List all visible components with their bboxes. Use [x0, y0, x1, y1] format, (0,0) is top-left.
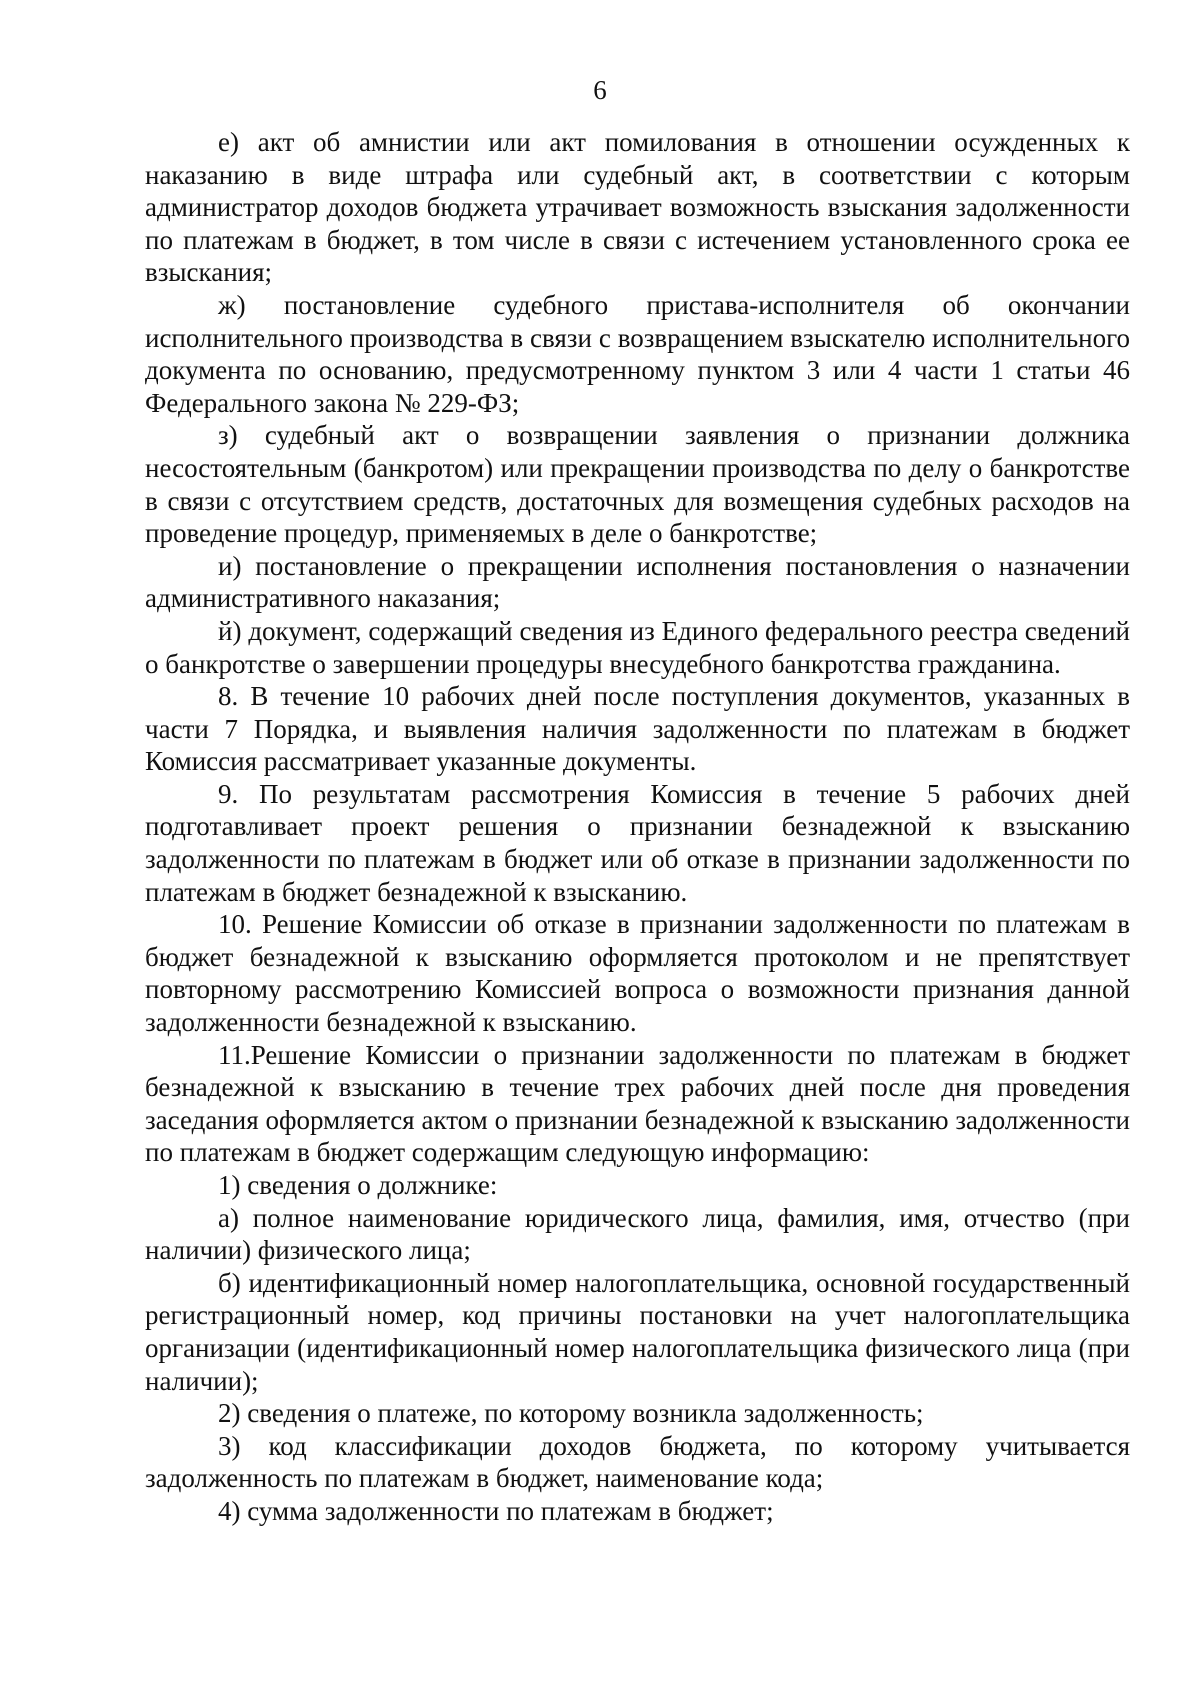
paragraph-subitem-4: 4) сумма задолженности по платежам в бюджет; — [218, 1495, 774, 1526]
paragraph-subitem-b: б) идентификационный номер налогоплательщика, основной государственный регистрационный номер, код причины постановки на учет налогоплательщика организации (идентификационный номер налогоплательщика физического лица (при наличии); — [145, 1267, 1130, 1396]
paragraph-item-i: и) постановление о прекращении исполнения постановления о назначении административного наказания; — [145, 550, 1130, 614]
paragraph-subitem-a: а) полное наименование юридического лица, фамилия, имя, отчество (при наличии) физического лица; — [145, 1202, 1130, 1266]
paragraph-item-zh: ж) постановление судебного пристава-исполнителя об окончании исполнительного производства в связи с возвращением взыскателю исполнительного документа по основанию, предусмотренному пунктом 3 или 4 части 1 статьи 46 Федерального закона № 229-ФЗ; — [145, 289, 1130, 418]
paragraph-item-z: з) судебный акт о возвращении заявления о признании должника несостоятельным (банкротом) или прекращении производства по делу о банкротстве в связи с отсутствием средств, достаточных для возмещения судебных расходов на проведение процедур, применяемых в деле о банкротстве; — [145, 420, 1130, 549]
paragraph-clause-9: 9. По результатам рассмотрения Комиссия в течение 5 рабочих дней подготавливает проект решения о признании безнадежной к взысканию задолженности по платежам в бюджет или об отказе в признании задолженности по платежам в бюджет безнадежной к взысканию. — [145, 778, 1130, 907]
paragraph-item-e: е) акт об амнистии или акт помилования в отношении осужденных к наказанию в виде штрафа или судебный акт, в соответствии с которым администратор доходов бюджета утрачивает возможность взыскания задолженности по платежам в бюджет, в том числе в связи с истечением установленного срока ее взыскания; — [145, 127, 1130, 288]
paragraph-clause-11: 11.Решение Комиссии о признании задолженности по платежам в бюджет безнадежной к взысканию в течение трех рабочих дней после дня проведения заседания оформляется актом о признании безнадежной к взысканию задолженности по платежам в бюджет содержащим следующую информацию: — [145, 1039, 1130, 1168]
paragraph-clause-10: 10. Решение Комиссии об отказе в признании задолженности по платежам в бюджет безнадежной к взысканию оформляется протоколом и не препятствует повторному рассмотрению Комиссией вопроса о возможности признания данной задолженности безнадежной к взысканию. — [145, 909, 1130, 1038]
document-body — [145, 126, 1130, 1528]
paragraph-clause-8: 8. В течение 10 рабочих дней после поступления документов, указанных в части 7 Порядка, и выявления наличия задолженности по платежам в бюджет Комиссия рассматривает указанные документы. — [145, 681, 1130, 777]
paragraph-subitem-2: 2) сведения о платеже, по которому возникла задолженность; — [218, 1398, 924, 1429]
paragraph-item-iy: й) документ, содержащий сведения из Единого федерального реестра сведений о банкротстве о завершении процедуры внесудебного банкротства гражданина. — [145, 615, 1130, 679]
page-number: 6 — [593, 75, 607, 105]
paragraph-subitem-3: 3) код классификации доходов бюджета, по которому учитывается задолженность по платежам в бюджет, наименование кода; — [145, 1430, 1130, 1494]
paragraph-subitem-1: 1) сведения о должнике: — [218, 1170, 498, 1200]
